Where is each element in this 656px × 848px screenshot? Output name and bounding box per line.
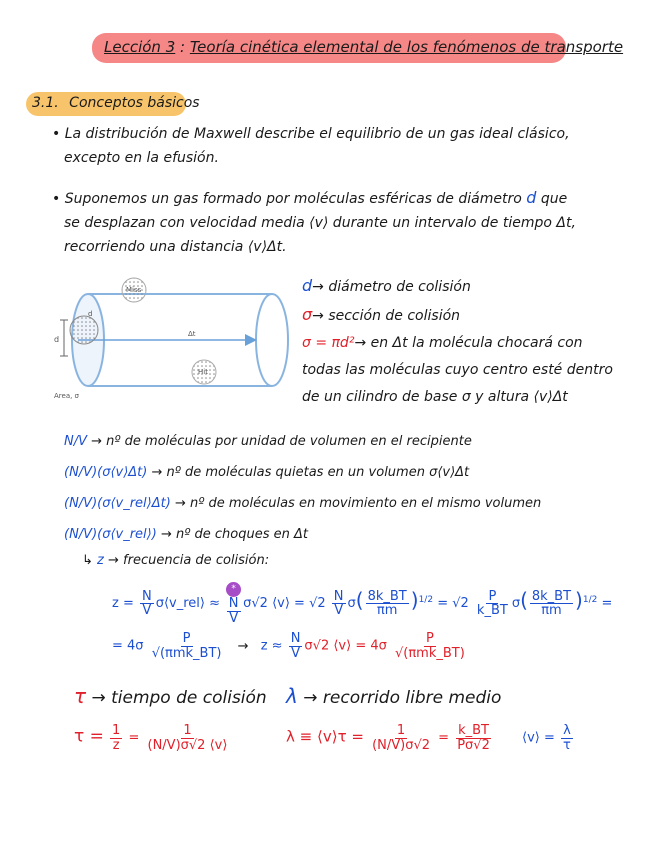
fig-label-hit: Hit <box>198 368 208 376</box>
tau-definition: τ → tiempo de colisión <box>74 684 267 708</box>
count-line-4: (N/V)(σ⟨v_rel⟩) → nº de choques en Δt <box>64 527 308 542</box>
section-label: Conceptos básicos <box>69 95 200 111</box>
def-line-3: → en Δt la molécula chocará con <box>354 335 583 351</box>
bullet-1-line-1: La distribución de Maxwell describe el equilibrio de un gas ideal clásico, <box>64 126 570 142</box>
bullet-2-line-2: se desplazan con velocidad media ⟨v⟩ durante un intervalo de tiempo Δt, <box>64 215 576 231</box>
def-sigma-eq: σ = πd² <box>302 335 355 351</box>
count-line-2: (N/V)(σ⟨v⟩Δt) → nº de moléculas quietas en un volumen σ⟨v⟩Δt <box>64 465 470 480</box>
note-badge: * <box>226 582 241 597</box>
bullet-2-line-1a: Suponemos un gas formado por moléculas esféricas de diámetro <box>64 191 527 207</box>
frequency-text: → frecuencia de colisión: <box>103 553 270 568</box>
bullet-1-line-2: excepto en la efusión. <box>64 150 219 166</box>
lambda-definition: λ → recorrido libre medio <box>286 684 502 708</box>
fig-label-miss: Miss <box>126 286 142 294</box>
count-line-1: N/V → nº de moléculas por unidad de volumen en el recipiente <box>64 434 472 449</box>
bullet-2-line-1b: que <box>536 191 568 207</box>
title-label: Lección 3 <box>104 38 176 56</box>
velocity-eq: ⟨v⟩ = $\frac{\lambda}{\tau}$ <box>522 723 571 753</box>
frequency-symbol: z <box>97 553 104 568</box>
bullet-2: • Suponemos un gas formado por moléculas esféricas de diámetro d que se desplazan con velocidad media ⟨v⟩ durante un intervalo de tiempo Δt, recorriendo una distancia ⟨v⟩Δt. <box>52 188 576 255</box>
frequency-line <box>82 553 269 568</box>
def-d-text: → diámetro de colisión <box>312 279 471 295</box>
def-line-4: todas las moléculas cuyo centro esté dentro <box>302 362 613 378</box>
bullet-1: • La distribución de Maxwell describe el equilibrio de un gas ideal clásico, excepto en la efusión. <box>52 126 570 166</box>
def-d-symbol: d <box>302 276 313 295</box>
fig-label-d: d <box>54 335 60 344</box>
fig-label-dt: Δt <box>188 330 196 338</box>
def-sigma-symbol: σ <box>302 305 313 324</box>
collision-frequency-eq-2: = 4σ $\frac{P}{\text{√(πmk\_BT)}}$ → z ≈ $\frac{N}{V}$ σ√2 ⟨v⟩ = 4σ $\frac{P}{\text{√(πmk\_BT)}}$ <box>112 631 465 661</box>
bullet-2-var-d: d <box>526 188 537 207</box>
def-sigma-text: → sección de colisión <box>312 308 461 324</box>
section-header <box>32 95 200 111</box>
count-lines <box>64 426 541 550</box>
bullet-2-line-3: recorriendo una distancia ⟨v⟩Δt. <box>64 239 287 255</box>
lambda-eq: λ ≡ ⟨v⟩τ = $\frac{1}{(N/V)\sigma√2}$ = $\frac{k\_BT}{P\sigma√2}$ <box>286 723 490 753</box>
def-line-5: de un cilindro de base σ y altura ⟨v⟩Δt <box>302 389 568 405</box>
frequency-arrow: ↳ <box>82 553 93 568</box>
fig-label-area: Area, σ <box>54 392 79 400</box>
title-colon: : <box>180 38 186 56</box>
page-title <box>104 38 623 56</box>
section-number: 3.1. <box>32 95 59 111</box>
definitions-block <box>302 272 613 411</box>
tau-eq: τ = $\frac{1}{z}$ = $\frac{1}{(N/V)\sigma√2 ⟨v⟩}$ <box>74 723 228 753</box>
collision-cylinder-figure <box>48 272 290 404</box>
collision-frequency-eq: z = $\frac{N}{V}$ σ⟨v_rel⟩ ≈ * N V σ√2 ⟨v⟩ = √2 $\frac{N}{V}$ σ( $\frac{8k\_BT}{\pi m}$ )$^{1/2}$ = √2 $\frac{P}{k\_BT}$ σ( $\frac{8k\_BT}{\pi m}$ )$^{1/2}$ = <box>112 584 613 626</box>
fig-label-d-small: d <box>88 310 93 318</box>
count-line-3: (N/V)(σ⟨v_rel⟩Δt) → nº de moléculas en movimiento en el mismo volumen <box>64 496 542 511</box>
title-text: Teoría cinética elemental de los fenómenos de transporte <box>189 38 624 56</box>
